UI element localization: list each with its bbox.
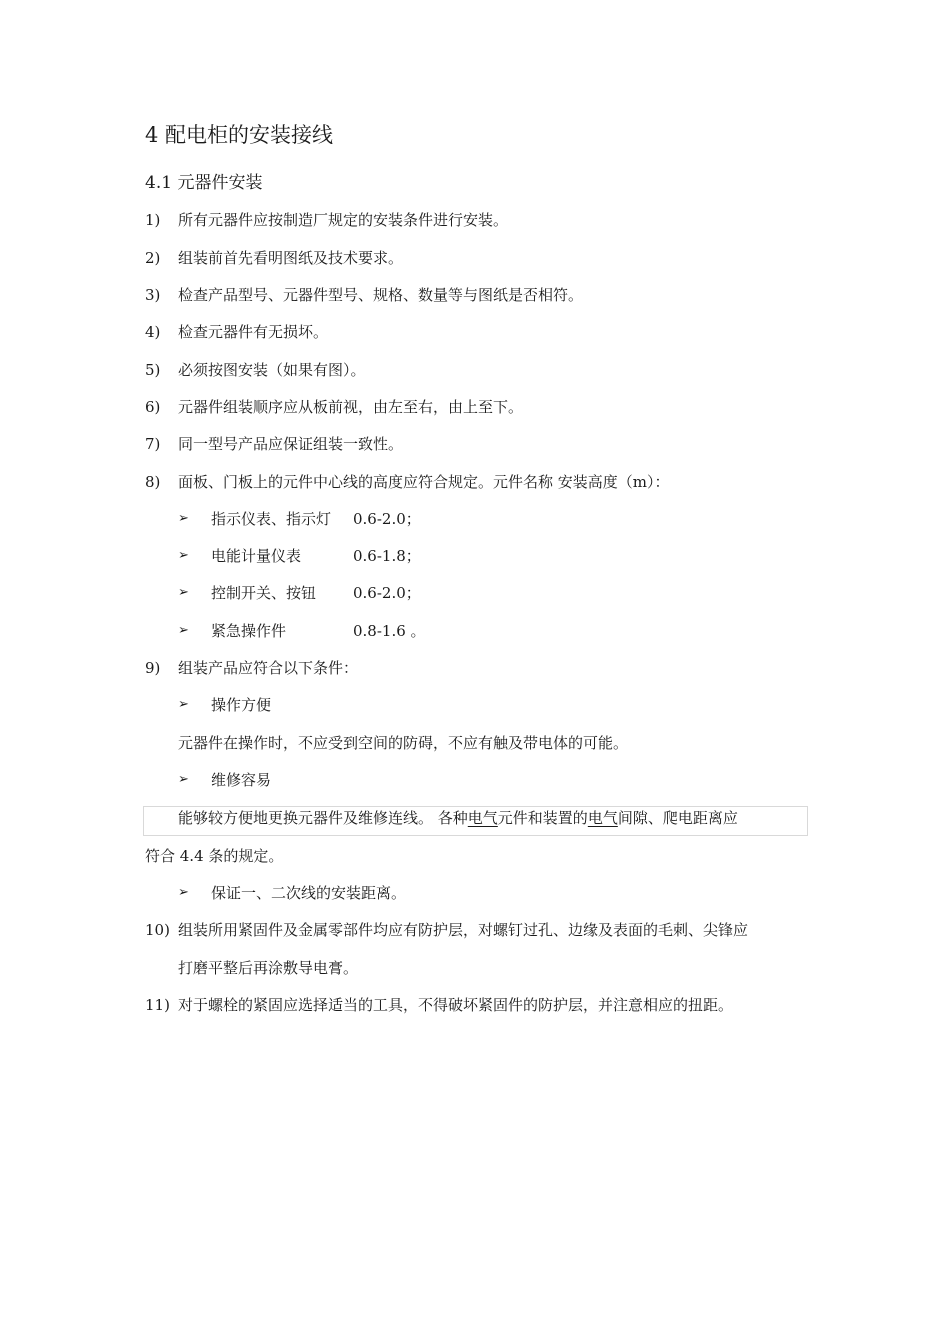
height-value: 0.6-1.8； (353, 547, 421, 565)
condition-description (178, 808, 738, 828)
list-item-number: 10) (145, 921, 170, 939)
list-item-text: 对于螺栓的紧固应选择适当的工具，不得破坏紧固件的防护层，并注意相应的扭距。 (178, 996, 734, 1014)
list-item-number: 4) (145, 323, 161, 341)
list-item-number: 2) (145, 249, 161, 267)
condition-description-continued: 符合 4.4 条的规定。 (145, 847, 284, 865)
list-item-text: 组装产品应符合以下条件： (178, 659, 359, 677)
height-value: 0.6-2.0； (353, 584, 421, 602)
height-value: 0.8-1.6 。 (353, 622, 426, 640)
bullet-arrow-icon: ➢ (178, 697, 189, 712)
component-name: 紧急操作件 (211, 622, 287, 640)
list-item-text-continued: 打磨平整后再涂敷导电膏。 (178, 959, 359, 977)
list-item-text: 组装所用紧固件及金属零部件均应有防护层，对螺钉过孔、边缘及表面的毛刺、尖锋应 (178, 921, 749, 939)
list-item-text: 必须按图安装（如果有图）。 (178, 361, 366, 379)
list-item-text: 元器件组装顺序应从板前视，由左至右，由上至下。 (178, 398, 524, 416)
component-name: 指示仪表、指示灯 (211, 510, 332, 528)
list-item-number: 6) (145, 398, 161, 416)
condition-title: 操作方便 (211, 696, 272, 714)
description-text: 元件和装置的 (497, 809, 588, 827)
underlined-term: 电气 (587, 809, 618, 827)
list-item-number: 5) (145, 361, 161, 379)
condition-title: 维修容易 (211, 771, 272, 789)
list-item-text: 检查元器件有无损坏。 (178, 323, 329, 341)
list-item-number: 7) (145, 435, 161, 453)
subsection-heading: 4.1 元器件安装 (145, 173, 263, 193)
component-name: 控制开关、按钮 (211, 584, 317, 602)
list-item-number: 3) (145, 286, 161, 304)
bullet-arrow-icon: ➢ (178, 623, 189, 638)
underlined-term: 电气 (467, 809, 498, 827)
list-item-text: 组装前首先看明图纸及技术要求。 (178, 249, 404, 267)
list-item-text: 同一型号产品应保证组装一致性。 (178, 435, 404, 453)
list-item-text: 检查产品型号、元器件型号、规格、数量等与图纸是否相符。 (178, 286, 584, 304)
list-item-number: 1) (145, 211, 161, 229)
description-text: 间隙、爬电距离应 (617, 809, 738, 827)
list-item-text: 面板、门板上的元件中心线的高度应符合规定。元件名称 安装高度（m）： (178, 473, 670, 491)
height-value: 0.6-2.0； (353, 510, 421, 528)
bullet-arrow-icon: ➢ (178, 511, 189, 526)
condition-description: 元器件在操作时，不应受到空间的防碍，不应有触及带电体的可能。 (178, 734, 629, 752)
list-item-number: 9) (145, 659, 161, 677)
bullet-arrow-icon: ➢ (178, 772, 189, 787)
bullet-arrow-icon: ➢ (178, 585, 189, 600)
description-text: 能够较方便地更换元器件及维修连线。 各种 (178, 809, 468, 827)
condition-title: 保证一、二次线的安装距离。 (211, 884, 407, 902)
section-heading: 4 配电柜的安装接线 (145, 123, 334, 147)
bullet-arrow-icon: ➢ (178, 548, 189, 563)
list-item-number: 8) (145, 473, 161, 491)
bullet-arrow-icon: ➢ (178, 885, 189, 900)
component-name: 电能计量仪表 (211, 547, 302, 565)
list-item-number: 11) (145, 996, 170, 1014)
list-item-text: 所有元器件应按制造厂规定的安装条件进行安装。 (178, 211, 509, 229)
